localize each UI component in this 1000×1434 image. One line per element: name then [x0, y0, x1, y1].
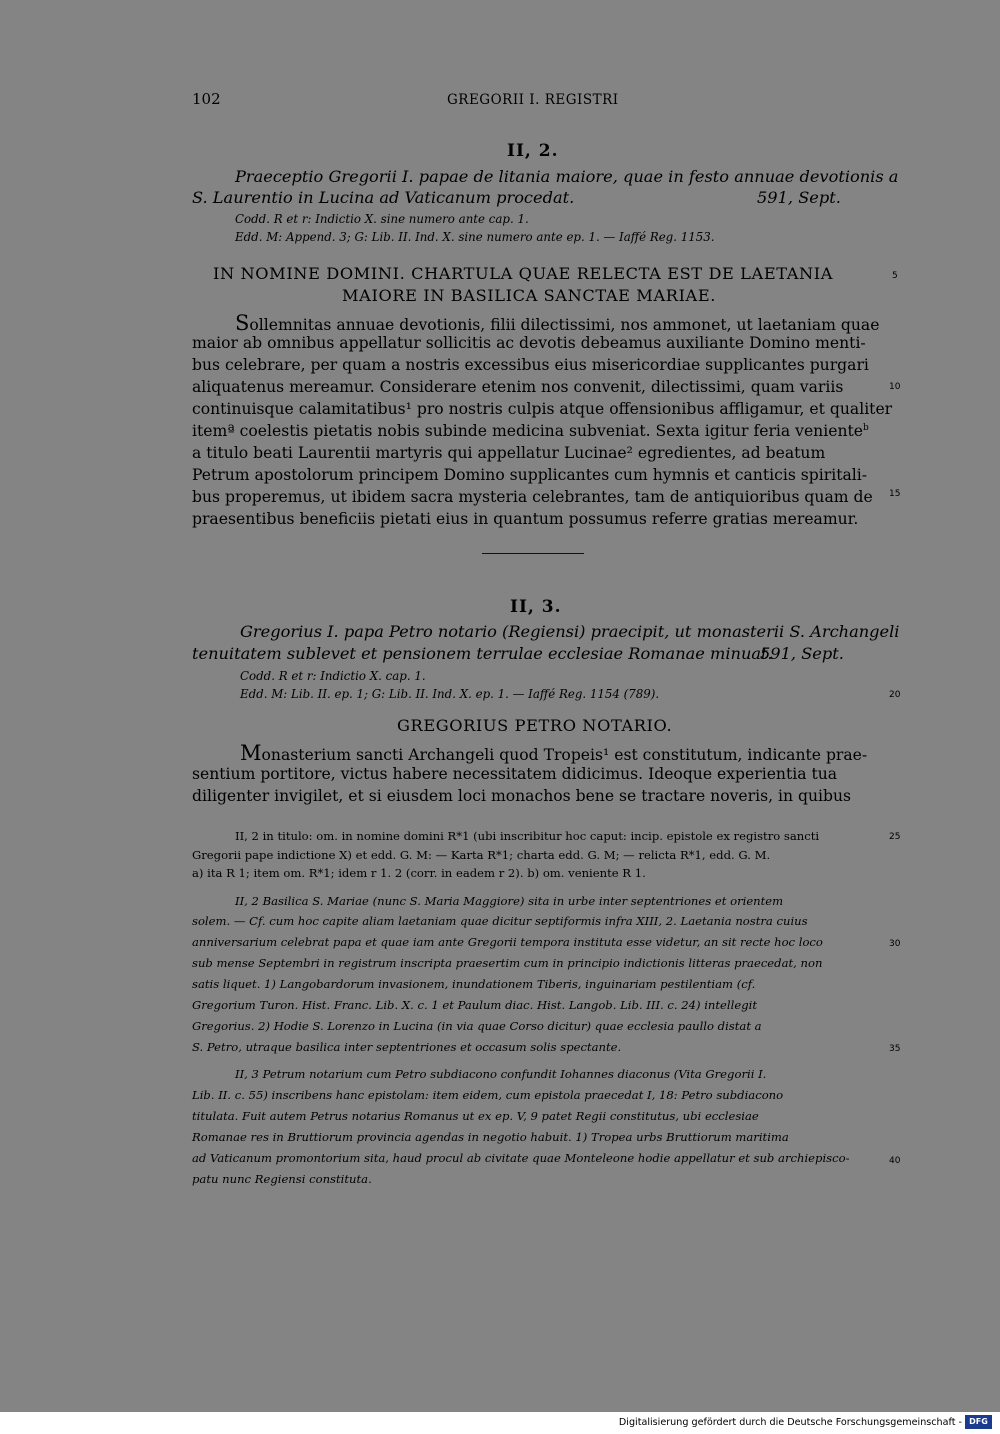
letter-date: 591, Sept.	[757, 188, 841, 207]
commentary-line: patu nunc Regiensi constituta.	[192, 1172, 372, 1186]
body-line: itemª coelestis pietatis nobis subinde medicina subveniat. Sexta igitur feria veniente$^b$	[192, 422, 869, 440]
margin-line-number: 40	[889, 1156, 901, 1166]
apparatus-line: II, 2 in titulo: om. in nomine domini R*1 (ubi inscribitur hoc caput: incip. epistole ex registro sancti	[235, 829, 820, 843]
commentary-line: II, 3 Petrum notarium cum Petro subdiacono confundit Iohannes diaconus (Vita Gregorii I.	[235, 1067, 767, 1081]
letter-number: II, 3.	[510, 597, 562, 617]
body-line: maior ab omnibus appellatur sollicitis ac devotis debeamus auxiliante Domino menti-	[192, 334, 866, 352]
body-line: bus properemus, ut ibidem sacra mysteria celebrantes, tam de antiquioribus quam de	[192, 488, 873, 506]
body-line: Sollemnitas annuae devotionis, filii dilectissimi, nos ammonet, ut laetaniam quae	[235, 311, 880, 335]
page-number: 102	[192, 90, 221, 108]
body-line: Petrum apostolorum principem Domino supplicantes cum hymnis et canticis spiritali-	[192, 466, 868, 484]
editions-line: Edd. M: Lib. II. ep. 1; G: Lib. II. Ind. X. ep. 1. — Iaffé Reg. 1154 (789).	[240, 687, 660, 701]
body-line: diligenter invigilet, et si eiusdem loci monachos bene se tractare noveris, in quibus	[192, 787, 852, 805]
commentary-line: titulata. Fuit autem Petrus notarius Romanus ut ex ep. V, 9 patet Regii constitutus, ubi ecclesiae	[192, 1109, 759, 1123]
apparatus-line: a) ita R 1; item om. R*1; idem r 1. 2 (corr. in eadem r 2). b) om. veniente R 1.	[192, 866, 646, 880]
body-line: continuisque calamitatibus¹ pro nostris culpis atque offensionibus affligamur, et qualiter	[192, 400, 893, 418]
commentary-line: anniversarium celebrat papa et quae iam ante Gregorii tempora instituta esse videtur, an sit recte hoc loco	[192, 935, 823, 949]
body-line: praesentibus beneficiis pietati eius in quantum possumus referre gratias mereamur.	[192, 510, 859, 528]
commentary-line: Romanae res in Bruttiorum provincia agendas in negotio habuit. 1) Tropea urbs Bruttiorum maritima	[192, 1130, 789, 1144]
letter-title: MAIORE IN BASILICA SANCTAE MARIAE.	[342, 286, 717, 305]
editions-line: Edd. M: Append. 3; G: Lib. II. Ind. X. sine numero ante ep. 1. — Iaffé Reg. 1153.	[235, 230, 715, 244]
regest-line: tenuitatem sublevet et pensionem terrulae ecclesiae Romanae minuat.	[192, 644, 773, 663]
margin-line-number: 5	[892, 271, 898, 281]
body-line: sentium portitore, victus habere necessitatem didicimus. Ideoque experientia tua	[192, 765, 838, 783]
section-divider	[482, 553, 584, 554]
initial-letter: S	[235, 311, 250, 335]
body-line: aliquatenus mereamur. Considerare etenim nos convenit, dilectissimi, quam variis	[192, 378, 844, 396]
running-title: GREGORII I. REGISTRI	[447, 92, 619, 108]
margin-line-number: 35	[889, 1044, 901, 1054]
initial-letter: M	[240, 741, 262, 765]
margin-line-number: 25	[889, 832, 901, 842]
funding-credit: Digitalisierung gefördert durch die Deutsche Forschungsgemeinschaft -	[618, 1417, 962, 1428]
letter-number: II, 2.	[507, 141, 559, 161]
regest-line: Praeceptio Gregorii I. papae de litania maiore, quae in festo annuae devotionis a	[235, 167, 899, 186]
codices-line: Codd. R et r: Indictio X. cap. 1.	[240, 669, 426, 683]
footnote-mark: b	[862, 422, 869, 433]
letter-title: IN NOMINE DOMINI. CHARTULA QUAE RELECTA EST DE LAETANIA	[213, 264, 834, 283]
margin-line-number: 20	[889, 690, 901, 700]
viewer-footer	[0, 1412, 1000, 1434]
dfg-logo: DFG	[965, 1415, 992, 1429]
apparatus-line: Gregorii pape indictione X) et edd. G. M: — Karta R*1; charta edd. G. M; — relicta R*1, edd. G. M.	[192, 848, 771, 862]
commentary-line: sub mense Septembri in registrum inscripta praesertim cum in principio indictionis litteras praecedat, non	[192, 956, 823, 970]
body-line: a titulo beati Laurentii martyris qui appellatur Lucinae² egredientes, ad beatum	[192, 444, 826, 462]
letter-date: 591, Sept.	[760, 644, 844, 663]
body-line: bus celebrare, per quam a nostris excessibus eius misericordiae supplicantes purgari	[192, 356, 869, 374]
commentary-line: Gregorium Turon. Hist. Franc. Lib. X. c. 1 et Paulum diac. Hist. Langob. Lib. III. c. 24) intellegit	[192, 998, 757, 1012]
letter-title: GREGORIUS PETRO NOTARIO.	[397, 716, 673, 735]
codices-line: Codd. R et r: Indictio X. sine numero ante cap. 1.	[235, 212, 529, 226]
margin-line-number: 15	[889, 489, 901, 499]
commentary-line: Gregorius. 2) Hodie S. Lorenzo in Lucina (in via quae Corso dicitur) quae ecclesia paullo distat a	[192, 1019, 762, 1033]
commentary-line: S. Petro, utraque basilica inter septentriones et occasum solis spectante.	[192, 1040, 622, 1054]
body-line: Monasterium sancti Archangeli quod Tropeis¹ est constitutum, indicante prae-	[240, 741, 868, 765]
regest-line: Gregorius I. papa Petro notario (Regiensi) praecipit, ut monasterii S. Archangeli	[240, 622, 900, 641]
commentary-line: ad Vaticanum promontorium sita, haud procul ab civitate quae Monteleone hodie appellatur et sub archiepisco-	[192, 1151, 850, 1165]
margin-line-number: 10	[889, 382, 901, 392]
margin-line-number: 30	[889, 939, 901, 949]
commentary-line: satis liquet. 1) Langobardorum invasionem, inundationem Tiberis, inguinariam pestilentiam (cf.	[192, 977, 756, 991]
commentary-line: Lib. II. c. 55) inscribens hanc epistolam: item eidem, cum epistola praecedat I, 18: Petro subdiacono	[192, 1088, 784, 1102]
commentary-line: solem. — Cf. cum hoc capite aliam laetaniam quae dicitur septiformis infra XIII, 2. Laetania nostra cuius	[192, 914, 808, 928]
regest-line: S. Laurentio in Lucina ad Vaticanum procedat.	[192, 188, 575, 207]
commentary-line: II, 2 Basilica S. Mariae (nunc S. Maria Maggiore) sita in urbe inter septentriones et orientem	[235, 894, 784, 908]
